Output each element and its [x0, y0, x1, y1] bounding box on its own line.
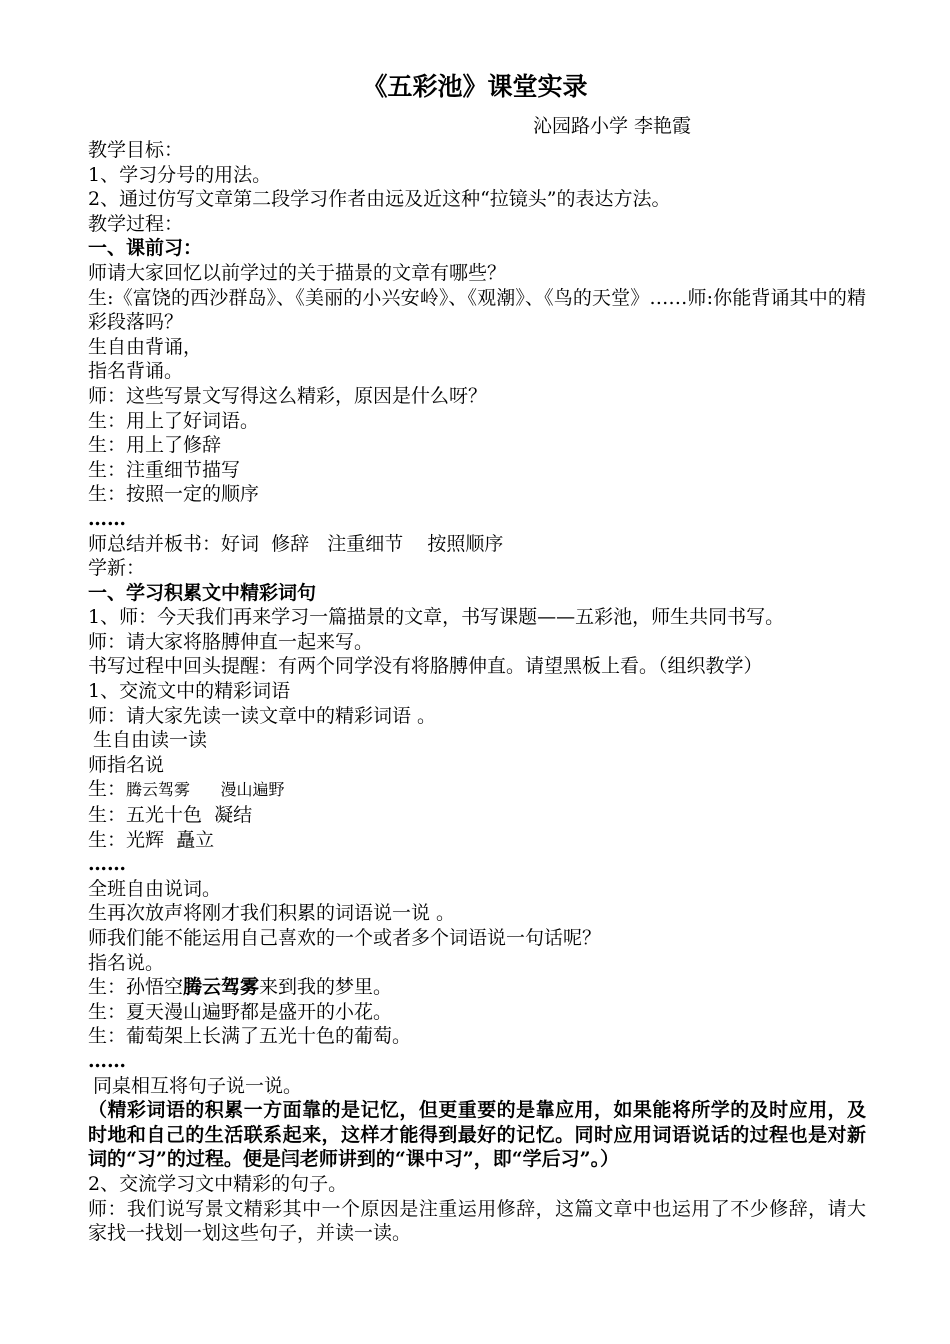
ellipsis-line: ……	[88, 1049, 126, 1072]
text-line: 指名背诵。	[88, 360, 184, 383]
text-line: 生：用上了修辞	[88, 434, 222, 457]
text-line: 1、交流文中的精彩词语	[88, 680, 291, 703]
text-line: 同桌相互将句子说一说。	[93, 1074, 303, 1097]
text-line: 1、师：今天我们再来学习一篇描景的文章，书写课题——五彩池，师生共同书写。	[88, 606, 785, 629]
text-line: 生：光辉 矗立	[88, 828, 215, 851]
text-line: 师指名说	[88, 753, 165, 776]
section-heading: 学新：	[88, 557, 146, 580]
text-line: 生自由背诵，	[88, 335, 203, 358]
text-line: 2、通过仿写文章第二段学习作者由远及近这种“拉镜头”的表达方法。	[88, 188, 671, 211]
text-line: 生：葡萄架上长满了五光十色的葡萄。	[88, 1025, 412, 1048]
bold-phrase: 腾云驾雾	[183, 976, 260, 999]
bold-heading: 一、课前习：	[88, 237, 203, 260]
text-line: 全班自由说词。	[88, 877, 222, 900]
text-line: 师我们能不能运用自己喜欢的一个或者多个词语说一句话呢？	[88, 927, 602, 949]
paragraph: 师：我们说写景文精彩其中一个原因是注重运用修辞，这篇文章中也运用了不少修辞，请大家找一找划一划这些句子，并读一读。	[88, 1197, 866, 1245]
document-body	[88, 138, 866, 1246]
text-line: 师：请大家将胳膊伸直一起来写。	[88, 630, 374, 653]
document-title: 《五彩池》课堂实录	[362, 72, 588, 101]
text-line: 1、学习分号的用法。	[88, 163, 272, 186]
text-line	[88, 777, 866, 803]
bold-heading: 一、学习积累文中精彩词句	[88, 581, 317, 604]
text-line: 生再次放声将刚才我们积累的词语说一说 。	[88, 902, 456, 925]
text-line: 生：注重细节描写	[88, 458, 241, 481]
text-line: 生：五光十色 凝结	[88, 804, 253, 827]
text-line: 师：请大家先读一读文章中的精彩词语 。	[88, 704, 437, 727]
paragraph: 生:《富饶的西沙群岛》、《美丽的小兴安岭》、《观潮》、《鸟的天堂》……师:你能背诵其中的精彩段落吗？	[88, 286, 866, 334]
text-line	[88, 975, 866, 1000]
word-list: 腾云驾雾 漫山遍野	[126, 780, 285, 800]
text-line: 师：这些写景文写得这么精彩，原因是什么呀？	[88, 384, 488, 407]
sentence-end: 来到我的梦里。	[259, 976, 393, 999]
text-line: 师总结并板书：好词 修辞 注重细节 按照顺序	[88, 532, 504, 555]
bold-commentary: （精彩词语的积累一方面靠的是记忆，但更重要的是靠应用，如果能将所学的及时应用，及时地和自己的生活联系起来，这样才能得到最好的记忆。同时应用词语说话的过程也是对新词的“习”的过程。便是闫老师讲到的“课中习”，即“学后习”。）	[88, 1099, 866, 1171]
text-line: 书写过程中回头提醒：有两个同学没有将胳膊伸直。请望黑板上看。（组织教学）	[88, 655, 763, 678]
text-line: 生自由读一读	[93, 729, 208, 752]
ellipsis-line: ……	[88, 853, 126, 876]
author-line: 沁园路小学 李艳霞	[533, 115, 692, 137]
text-line: 指名说。	[88, 951, 165, 974]
section-heading: 教学过程：	[88, 212, 184, 235]
sentence-start: 生：孙悟空	[88, 976, 184, 999]
section-heading: 教学目标：	[88, 139, 184, 161]
text-line: 生：夏天漫山遍野都是盛开的小花。	[88, 1000, 393, 1023]
speaker-label: 生：	[88, 778, 127, 801]
text-line: 生：用上了好词语。	[88, 409, 260, 432]
text-line: 生：按照一定的顺序	[88, 483, 260, 506]
text-line: 师请大家回忆以前学过的关于描景的文章有哪些？	[88, 261, 507, 284]
text-line: 2、交流学习文中精彩的句子。	[88, 1172, 348, 1195]
ellipsis-line: ……	[88, 507, 126, 530]
